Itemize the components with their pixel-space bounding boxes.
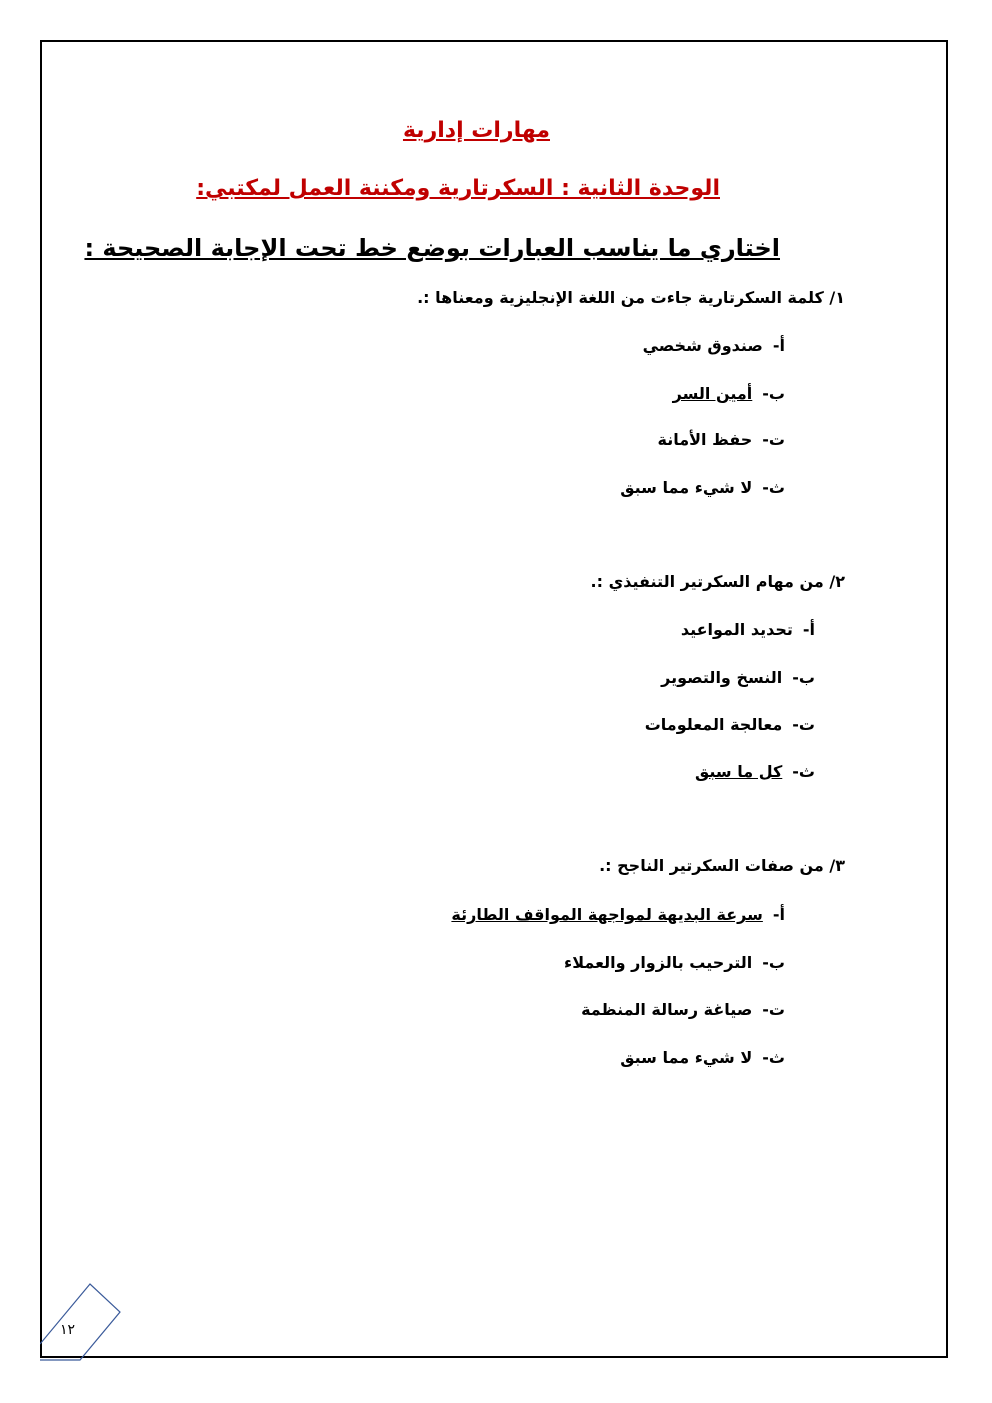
q2-option-b[interactable] (400, 668, 815, 687)
option-text: حفظ الأمانة (657, 430, 753, 449)
q1-option-a[interactable] (400, 336, 785, 355)
q1-option-d[interactable] (400, 478, 785, 497)
option-label: ث- (762, 1048, 785, 1067)
instruction-heading: اختاري ما يناسب العبارات بوضع خط تحت الإجابة الصحيحة : (84, 234, 780, 262)
option-text: صياغة رسالة المنظمة (581, 1000, 753, 1019)
q3-option-c[interactable] (300, 1000, 785, 1019)
q3-option-a[interactable] (300, 905, 785, 924)
option-label: ث- (762, 478, 785, 497)
q2-option-a[interactable] (400, 620, 815, 639)
q2-option-c[interactable] (400, 715, 815, 734)
page-title: مهارات إدارية (402, 118, 550, 143)
q1-option-b[interactable] (400, 384, 785, 403)
option-label: ب- (792, 668, 815, 687)
option-text: النسخ والتصوير (661, 668, 783, 687)
option-text: معالجة المعلومات (644, 715, 783, 734)
option-text: تحديد المواعيد (680, 620, 793, 639)
option-text: صندوق شخصي (642, 336, 763, 355)
option-label: ت- (792, 715, 815, 734)
option-label: أ- (802, 620, 815, 639)
option-text-correct: كل ما سبق (694, 762, 783, 781)
option-text: لا شيء مما سبق (620, 478, 753, 497)
option-label: أ- (772, 336, 785, 355)
option-text-correct: أمين السر (672, 384, 753, 403)
page-number-badge (40, 1282, 124, 1362)
question-3: ٣/ من صفات السكرتير الناجح :. (599, 856, 845, 875)
option-text: لا شيء مما سبق (620, 1048, 753, 1067)
unit-title: الوحدة الثانية : السكرتارية ومكننة العمل لمكتبي: (196, 176, 720, 201)
q3-option-d[interactable] (300, 1048, 785, 1067)
option-label: أ- (772, 905, 785, 924)
option-label: ب- (762, 384, 785, 403)
q2-option-d[interactable] (400, 762, 815, 781)
option-label: ب- (762, 953, 785, 972)
option-label: ث- (792, 762, 815, 781)
question-2: ٢/ من مهام السكرتير التنفيذي :. (590, 572, 845, 591)
q3-option-b[interactable] (300, 953, 785, 972)
option-label: ت- (762, 430, 785, 449)
q1-option-c[interactable] (400, 430, 785, 449)
option-label: ت- (762, 1000, 785, 1019)
option-text: الترحيب بالزوار والعملاء (564, 953, 753, 972)
option-text-correct: سرعة البديهة لمواجهة المواقف الطارئة (451, 905, 763, 924)
question-1: ١/ كلمة السكرتارية جاءت من اللغة الإنجليزية ومعناها :. (417, 288, 845, 307)
page-number: ١٢ (60, 1322, 76, 1338)
